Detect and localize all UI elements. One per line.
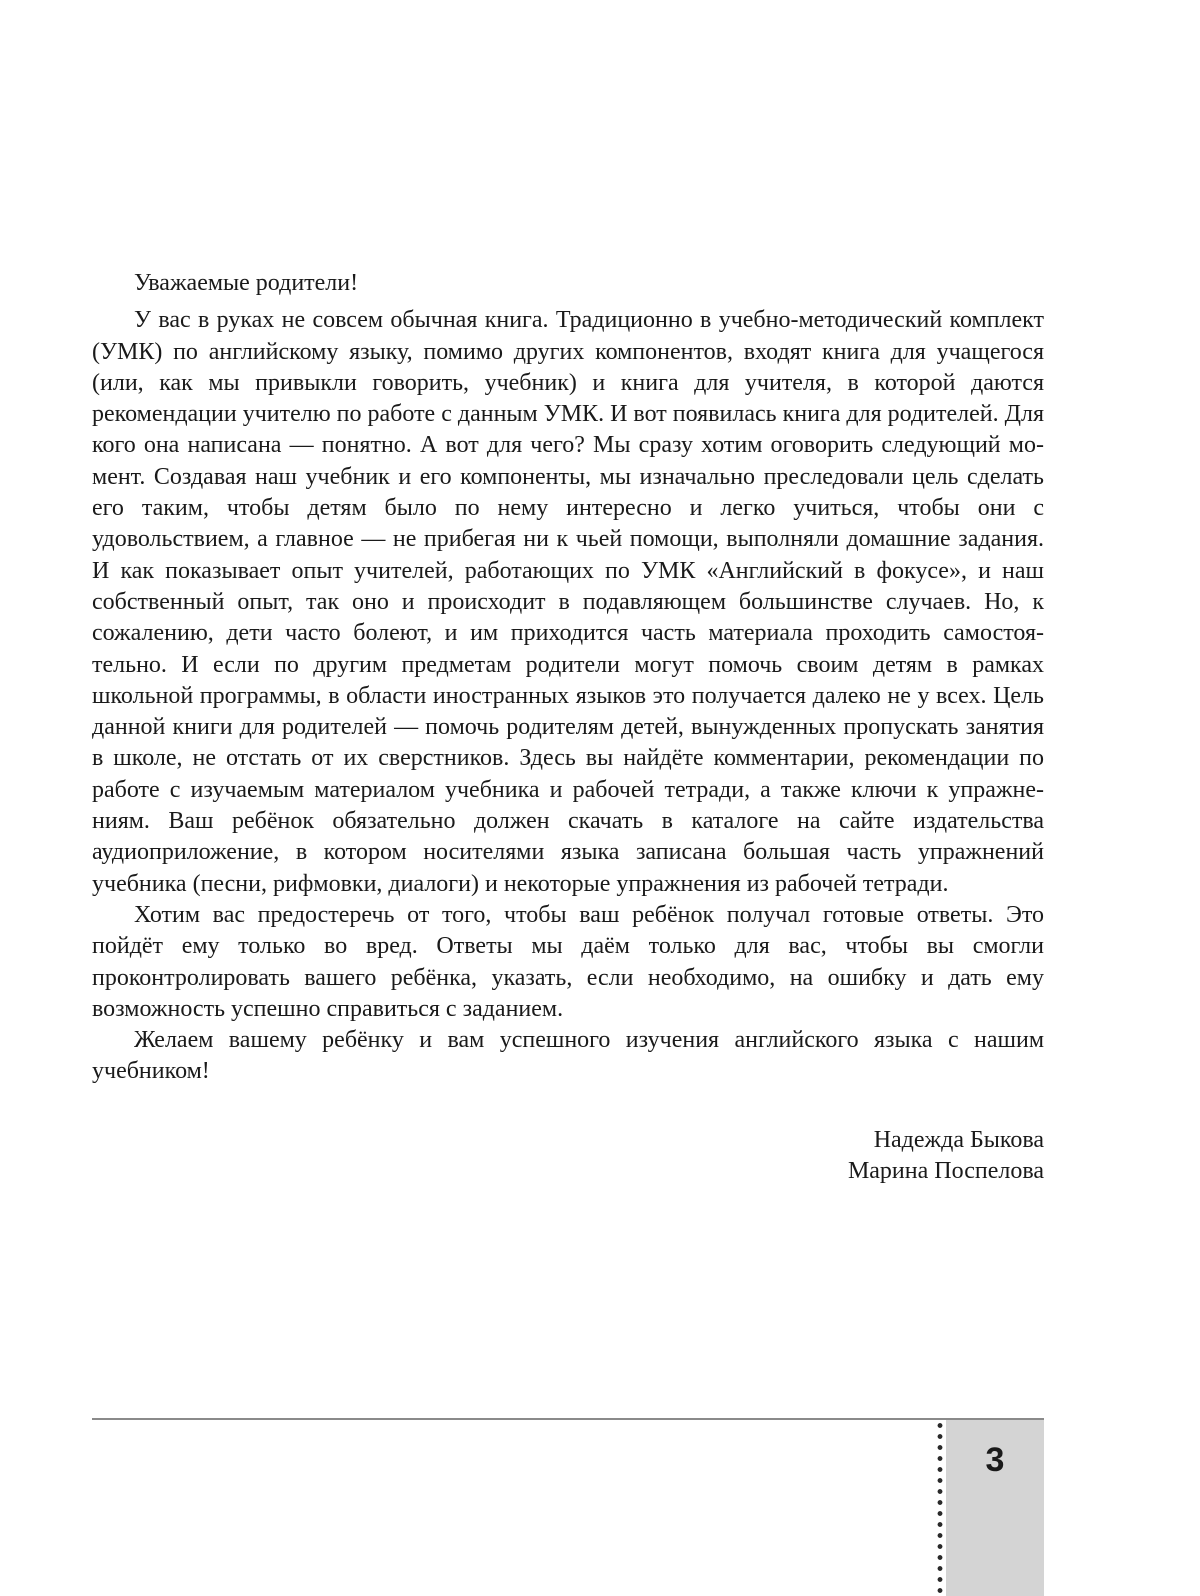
author-name: Марина Поспелова [847,1158,1044,1185]
paragraph-warning: Хотим вас предостеречь от того, чтобы ваш ребёнок получал готовые ответы. Это пойдёт ему только во вред. Ответы мы даём только для вас, чтобы вы смогли проконтролировать вашего ребёнка, указать, если необходимо, на ошибку и дать ему возможность успешно справиться с заданием. [92,901,1044,1022]
paragraph-intro: У вас в руках не совсем обычная книга. Традиционно в учебно-методический комплект (УМК) по английскому языку, помимо других компонентов, входят книга для учащегося (или, как мы привыкли говорить, учебник) и книга для учителя, в которой даются рекомендации учителю по работе с данным УМК. И вот появилась книга для родителей. Для кого она написана — понятно. А вот для чего? Мы сразу хотим оговорить следующий момент. Создавая наш учебник и его компоненты, мы изначально преследовали цель сделать его таким, чтобы детям было по нему интересно и легко учиться, чтобы они с удовольствием, а главное — не прибегая ни к чьей помощи, выполняли домашние задания. И как показывает опыт учителей, работающих по УМК «Английский в фокусе», и наш собственный опыт, так оно и происходит в подавляющем большинстве случаев. Но, к сожалению, дети часто болеют, и им приходится часть материала проходить самостоятельно. И если по другим предметам родители могут помочь своим детям в рамках школьной программы, в области иностранных языков это получается далеко не у всех. Цель данной книги для родителей — помочь родителям детей, вынужденных пропускать занятия в школе, не отстать от их сверстников. Здесь вы найдёте комментарии, рекомендации по работе с изучаемым материалом учебника и рабочей тетради, а также ключи к упражнениям. Ваш ребёнок обязательно должен скачать в каталоге на сайте издательства аудиоприложение, в котором носителями языка записана большая часть упражнений учебника (песни, рифмовки, диалоги) и некоторые упражнения из рабочей тетради. [92,307,1044,897]
page-number: 3 [985,1441,1005,1479]
author-name: Надежда Быкова [873,1126,1044,1153]
letter-body [92,268,1044,1187]
dotted-border [936,1420,944,1596]
footer-divider [92,1418,1044,1420]
greeting: Уважаемые родители! [134,270,359,296]
paragraph-wishes: Желаем вашему ребёнку и вам успешного изучения английского языка с нашим учебником! [92,1027,1044,1085]
signature-block [92,1125,1044,1188]
